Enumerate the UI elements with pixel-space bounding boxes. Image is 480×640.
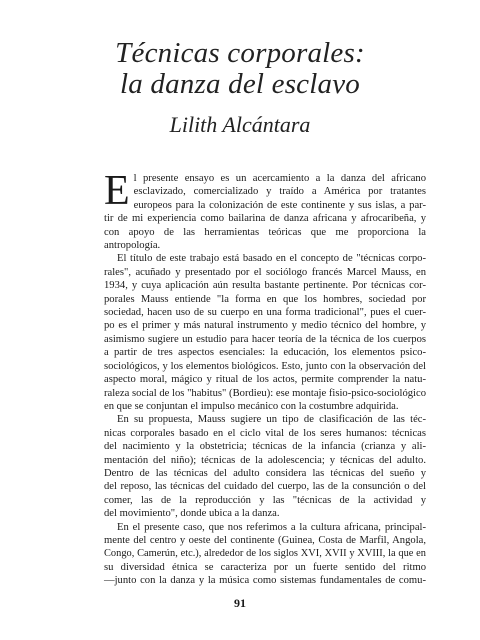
paragraph-line: po es el primer y más natural instrumento y medio técnico del hombre, y bbox=[104, 320, 426, 332]
article-body bbox=[104, 168, 426, 588]
paragraph-line: sociológicos, y los elementos biológicos. Esto, junto con la observación del bbox=[104, 360, 426, 372]
article-title-line-1: Técnicas corporales: bbox=[115, 37, 365, 69]
paragraph-line: asimismo sugiere un estudio para hacer teoría de la técnica de los cuerpos bbox=[104, 333, 426, 345]
paragraph-line: comer, las de la reproducción y las "técnicas de la actividad y bbox=[104, 494, 426, 506]
paragraph-line: con apoyo de las herramientas teóricas que me proporciona la bbox=[104, 226, 426, 238]
paragraph-line: mente del centro y oeste del continente (Guinea, Costa de Marfil, Angola, bbox=[104, 534, 426, 546]
article-title-line-2: la danza del esclavo bbox=[120, 68, 360, 100]
paragraph-line: Dentro de las técnicas del adulto considera las técnicas del sueño y bbox=[104, 467, 426, 479]
paragraph-line: En el presente caso, que nos referimos a la cultura africana, principal- bbox=[117, 521, 426, 533]
paragraph-line: mentación del niño); técnicas de la adolescencia; y técnicas del adulto. bbox=[104, 454, 426, 466]
paragraph-line: aspecto moral, mágico y ritual de los actos, permite comprender la natu- bbox=[104, 374, 426, 386]
paragraph-3 bbox=[104, 413, 426, 520]
paragraph-line: raleza social de los "habitus" (Bordieu): ese montaje fisio-psico-sociológico bbox=[104, 387, 426, 399]
paragraph-line: 1934, y cuya aplicación aún resulta bastante pertinente. Por técnicas cor- bbox=[104, 280, 426, 292]
paragraph-line: europeos para la colonización de este continente y sus islas, a par- bbox=[133, 199, 426, 211]
paragraph-line: antropología. bbox=[104, 240, 161, 252]
drop-cap: E bbox=[104, 168, 130, 214]
paragraph-line: —junto con la danza y la música como sistemas fundamentales de comu- bbox=[104, 575, 426, 587]
paragraph-2 bbox=[104, 252, 426, 413]
article-author: Lilith Alcántara bbox=[169, 112, 311, 137]
paragraph-line: nicas corporales basado en el ciclo vital de los seres humanos: técnicas bbox=[104, 427, 426, 439]
page-number: 91 bbox=[234, 596, 246, 610]
paragraph-line: esclavizado, comercializado y traído a América por tratantes bbox=[133, 186, 426, 198]
paragraph-4 bbox=[104, 521, 426, 588]
paragraph-line: del nacimiento y la obstetricia; técnicas de la infancia (crianza y ali- bbox=[104, 441, 426, 453]
paragraph-line: sociedad, hacen uso de su cuerpo en una forma tradicional", pues el cuer- bbox=[104, 307, 426, 319]
paragraph-line: en que se conjuntan el impulso mecánico con la costumbre adquirida. bbox=[104, 400, 399, 412]
paragraph-line: El título de este trabajo está basado en el concepto de "técnicas corpo- bbox=[117, 253, 426, 265]
paragraph-line: l presente ensayo es un acercamiento a la danza del africano bbox=[133, 173, 426, 184]
paragraph-line: tir de mi experiencia como bailarina de danza africana y afrocaribeña, y bbox=[104, 213, 426, 225]
paragraph-line: Congo, Camerún, etc.), alrededor de los siglos XVI, XVII y XVIII, la que en bbox=[104, 548, 426, 560]
article-title bbox=[0, 38, 480, 100]
paragraph-line: a partir de tres aspectos esenciales: la educación, los elementos psico- bbox=[104, 347, 426, 359]
paragraph-1 bbox=[104, 168, 426, 252]
paragraph-line: su diversidad étnica se caracteriza por un fuerte sentido del ritmo bbox=[104, 561, 426, 573]
paragraph-line: rales", acuñado y presentado por el sociólogo francés Marcel Mauss, en bbox=[104, 266, 426, 278]
paragraph-line: del reposo, las técnicas del cuidado del cuerpo, las de la consunción o del bbox=[104, 481, 426, 493]
paragraph-line: del movimiento", donde ubica a la danza. bbox=[104, 508, 280, 520]
paragraph-line: En su propuesta, Mauss sugiere un tipo de clasificación de las téc- bbox=[117, 414, 426, 426]
paragraph-line: porales Mauss entiende "la forma en que los hombres, sociedad por bbox=[104, 293, 426, 305]
